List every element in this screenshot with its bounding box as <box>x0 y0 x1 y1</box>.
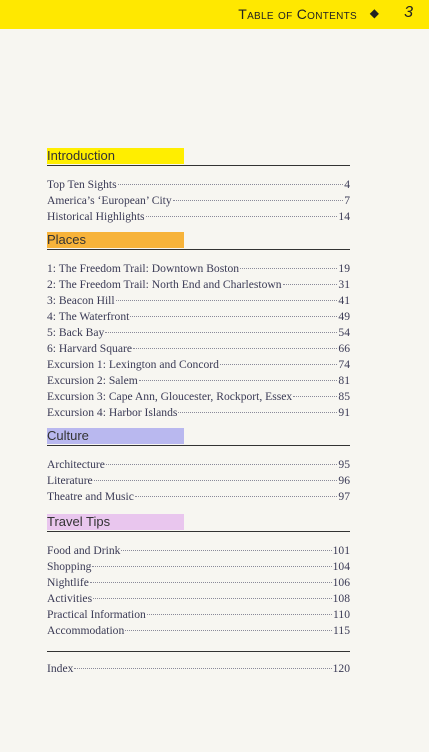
section-places <box>47 232 350 421</box>
section-title: Introduction <box>47 148 115 163</box>
entry-page: 19 <box>338 262 350 275</box>
section-title: Travel Tips <box>47 514 111 529</box>
toc-entry[interactable] <box>47 325 350 341</box>
entry-label: Excursion 1: Lexington and Concord <box>47 358 219 371</box>
entry-label: Activities <box>47 592 93 605</box>
entry-page: 101 <box>332 544 350 557</box>
leader-dots <box>105 332 337 333</box>
toc-entry[interactable] <box>47 193 350 209</box>
entry-page: 115 <box>333 624 350 637</box>
toc-entry[interactable] <box>47 661 350 677</box>
toc-entry[interactable] <box>47 543 350 559</box>
toc-entry[interactable] <box>47 209 350 225</box>
entry-label: Nightlife <box>47 576 89 589</box>
entry-page: 41 <box>338 294 350 307</box>
leader-dots <box>118 184 344 185</box>
entry-page: 85 <box>338 390 350 403</box>
section-heading <box>47 428 350 446</box>
entry-label: Architecture <box>47 458 105 471</box>
leader-dots <box>90 582 332 583</box>
entry-page: 120 <box>332 662 350 675</box>
section-index <box>47 651 350 677</box>
entry-label: 4: The Waterfront <box>47 310 130 323</box>
toc-entry[interactable] <box>47 623 350 639</box>
entry-page: 96 <box>338 474 350 487</box>
entry-label: Historical Highlights <box>47 210 145 223</box>
leader-dots <box>106 464 337 465</box>
entry-page: 108 <box>332 592 350 605</box>
entry-label: 3: Beacon Hill <box>47 294 115 307</box>
leader-dots <box>178 412 337 413</box>
leader-dots <box>293 396 337 397</box>
entry-page: 31 <box>338 278 350 291</box>
entry-page: 97 <box>338 490 350 503</box>
entry-label: 2: The Freedom Trail: North End and Charlestown <box>47 278 282 291</box>
leader-dots <box>125 630 332 631</box>
entry-page: 66 <box>338 342 350 355</box>
toc-entry[interactable] <box>47 591 350 607</box>
toc-entry[interactable] <box>47 559 350 575</box>
toc-entry[interactable] <box>47 457 350 473</box>
page-title: Table of Contents <box>238 6 357 22</box>
section-heading <box>47 514 350 532</box>
toc-entry[interactable] <box>47 261 350 277</box>
leader-dots <box>139 380 338 381</box>
toc-entry[interactable] <box>47 293 350 309</box>
section-title: Culture <box>47 428 89 443</box>
entry-page: 104 <box>332 560 350 573</box>
leader-dots <box>121 550 331 551</box>
entry-page: 91 <box>338 406 350 419</box>
leader-dots <box>94 480 338 481</box>
leader-dots <box>93 598 332 599</box>
section-introduction <box>47 148 350 225</box>
section-heading <box>47 232 350 250</box>
entry-page: 106 <box>332 576 350 589</box>
entry-page: 110 <box>333 608 350 621</box>
entry-page: 74 <box>338 358 350 371</box>
entry-page: 54 <box>338 326 350 339</box>
toc-entry[interactable] <box>47 357 350 373</box>
header-bar <box>0 0 429 29</box>
entry-label: 6: Harvard Square <box>47 342 132 355</box>
toc-entry[interactable] <box>47 575 350 591</box>
entry-label: Practical Information <box>47 608 146 621</box>
leader-dots <box>133 348 337 349</box>
toc-entry[interactable] <box>47 607 350 623</box>
toc-entry[interactable] <box>47 389 350 405</box>
toc-entry[interactable] <box>47 277 350 293</box>
entry-label: 1: The Freedom Trail: Downtown Boston <box>47 262 240 275</box>
entry-page: 14 <box>338 210 350 223</box>
leader-dots <box>92 566 331 567</box>
leader-dots <box>283 284 338 285</box>
entry-label: 5: Back Bay <box>47 326 105 339</box>
leader-dots <box>220 364 337 365</box>
leader-dots <box>74 668 331 669</box>
leader-dots <box>130 316 337 317</box>
entry-label: Accommodation <box>47 624 125 637</box>
section-travel-tips <box>47 514 350 639</box>
toc-entry[interactable] <box>47 373 350 389</box>
entry-label: Excursion 3: Cape Ann, Gloucester, Rockport, Essex <box>47 390 293 403</box>
section-culture <box>47 428 350 505</box>
toc-entry[interactable] <box>47 177 350 193</box>
toc-entry[interactable] <box>47 489 350 505</box>
leader-dots <box>146 216 338 217</box>
entry-label: Food and Drink <box>47 544 121 557</box>
entry-page: 4 <box>344 178 350 191</box>
entry-page: 7 <box>344 194 350 207</box>
leader-dots <box>147 614 332 615</box>
section-heading <box>47 148 350 166</box>
entry-label: Theatre and Music <box>47 490 134 503</box>
toc-entry[interactable] <box>47 309 350 325</box>
page-number: 3 <box>404 4 413 21</box>
leader-dots <box>240 268 337 269</box>
diamond-icon: ◆ <box>369 6 379 20</box>
leader-dots <box>116 300 338 301</box>
toc-entry[interactable] <box>47 341 350 357</box>
entry-page: 95 <box>338 458 350 471</box>
leader-dots <box>173 200 344 201</box>
entry-label: Excursion 2: Salem <box>47 374 138 387</box>
toc-entry[interactable] <box>47 405 350 421</box>
entry-label: Literature <box>47 474 93 487</box>
entry-label: Index <box>47 662 74 675</box>
entry-label: Shopping <box>47 560 92 573</box>
section-title: Places <box>47 232 87 247</box>
toc-entry[interactable] <box>47 473 350 489</box>
entry-page: 81 <box>338 374 350 387</box>
entry-label: Top Ten Sights <box>47 178 117 191</box>
leader-dots <box>135 496 337 497</box>
entry-label: America’s ‘European’ City <box>47 194 172 207</box>
entry-label: Excursion 4: Harbor Islands <box>47 406 178 419</box>
divider <box>47 651 350 652</box>
entry-page: 49 <box>338 310 350 323</box>
